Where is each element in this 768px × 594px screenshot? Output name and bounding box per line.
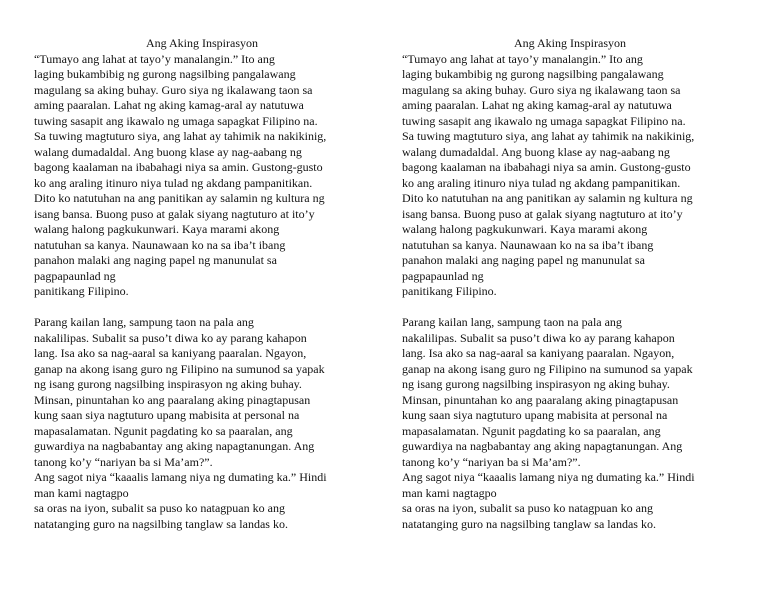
right-page [402,36,738,532]
paragraph-two: Parang kailan lang, sampung taon na pala ang nakalilipas. Subalit sa puso’t diwa ko ay parang kahapon lang. Isa ako sa nag-aaral sa kaniyang paaralan. Ngayon, ganap na akong isang guro ng Filipino na sumunod sa yapak ng isang gurong nagsilbing inspirasyon ng aking buhay. Minsan, pinuntahan ko ang paaralang aking pinagtapusan kung saan siya nagtuturo upang mabisita at personal na mapasalamatan. Ngunit pagdating ko sa paaralan, ang guwardiya na nagbabantay ang aking napagtanungan. Ang tanong ko’y “nariyan ba si Ma’am?”. Ang sagot niya “kaaalis lamang niya ng dumating ka.” Hindi man kami nagtagpo sa oras na iyon, subalit sa puso ko natagpuan ko ang natatanging guro na nagsilbing tanglaw sa landas ko. [34,315,327,531]
document-title: Ang Aking Inspirasyon [146,36,258,50]
document-title-copy: Ang Aking Inspirasyon [514,36,626,50]
paragraph-two-copy: Parang kailan lang, sampung taon na pala ang nakalilipas. Subalit sa puso’t diwa ko ay parang kahapon lang. Isa ako sa nag-aaral sa kaniyang paaralan. Ngayon, ganap na akong isang guro ng Filipino na sumunod sa yapak ng isang gurong nagsilbing inspirasyon ng aking buhay. Minsan, pinuntahan ko ang paaralang aking pinagtapusan kung saan siya nagtuturo upang mabisita at personal na mapasalamatan. Ngunit pagdating ko sa paaralan, ang guwardiya na nagbabantay ang aking napagtanungan. Ang tanong ko’y “nariyan ba si Ma’am?”. Ang sagot niya “kaaalis lamang niya ng dumating ka.” Hindi man kami nagtagpo sa oras na iyon, subalit sa puso ko natagpuan ko ang natatanging guro na nagsilbing tanglaw sa landas ko. [402,315,695,531]
paragraph-gap [34,300,370,316]
paragraph-gap-copy [402,300,738,316]
left-page [34,36,370,532]
paragraph-one-copy: “Tumayo ang lahat at tayo’y manalangin.” Ito ang laging bukambibig ng gurong nagsilbing pangalawang magulang sa aking buhay. Guro siya ng ikalawang taon sa aming paaralan. Lahat ng aking kamag-aral ay natutuwa tuwing sasapit ang ikawalo ng umaga sapagkat Filipino na. Sa tuwing magtuturo siya, ang lahat ay tahimik na nakikinig, walang dumadaldal. Ang buong klase ay nag-aabang ng bagong kaalaman na ibabahagi niya sa amin. Gustong-gusto ko ang araling itinuro niya tulad ng akdang pampanitikan. Dito ko natutuhan na ang panitikan ay salamin ng kultura ng isang bansa. Buong puso at galak siyang nagtuturo at ito’y walang halong pagkukunwari. Kaya marami akong natutuhan sa kanya. Naunawaan ko na sa iba’t ibang panahon malaki ang naging papel ng manunulat sa pagpapaunlad ng panitikang Filipino. [402,51,695,298]
paragraph-one: “Tumayo ang lahat at tayo’y manalangin.” Ito ang laging bukambibig ng gurong nagsilbing pangalawang magulang sa aking buhay. Guro siya ng ikalawang taon sa aming paaralan. Lahat ng aking kamag-aral ay natutuwa tuwing sasapit ang ikawalo ng umaga sapagkat Filipino na. Sa tuwing magtuturo siya, ang lahat ay tahimik na nakikinig, walang dumadaldal. Ang buong klase ay nag-aabang ng bagong kaalaman na ibabahagi niya sa amin. Gustong-gusto ko ang araling itinuro niya tulad ng akdang pampanitikan. Dito ko natutuhan na ang panitikan ay salamin ng kultura ng isang bansa. Buong puso at galak siyang nagtuturo at ito’y walang halong pagkukunwari. Kaya marami akong natutuhan sa kanya. Naunawaan ko na sa iba’t ibang panahon malaki ang naging papel ng manunulat sa pagpapaunlad ng panitikang Filipino. [34,51,327,298]
